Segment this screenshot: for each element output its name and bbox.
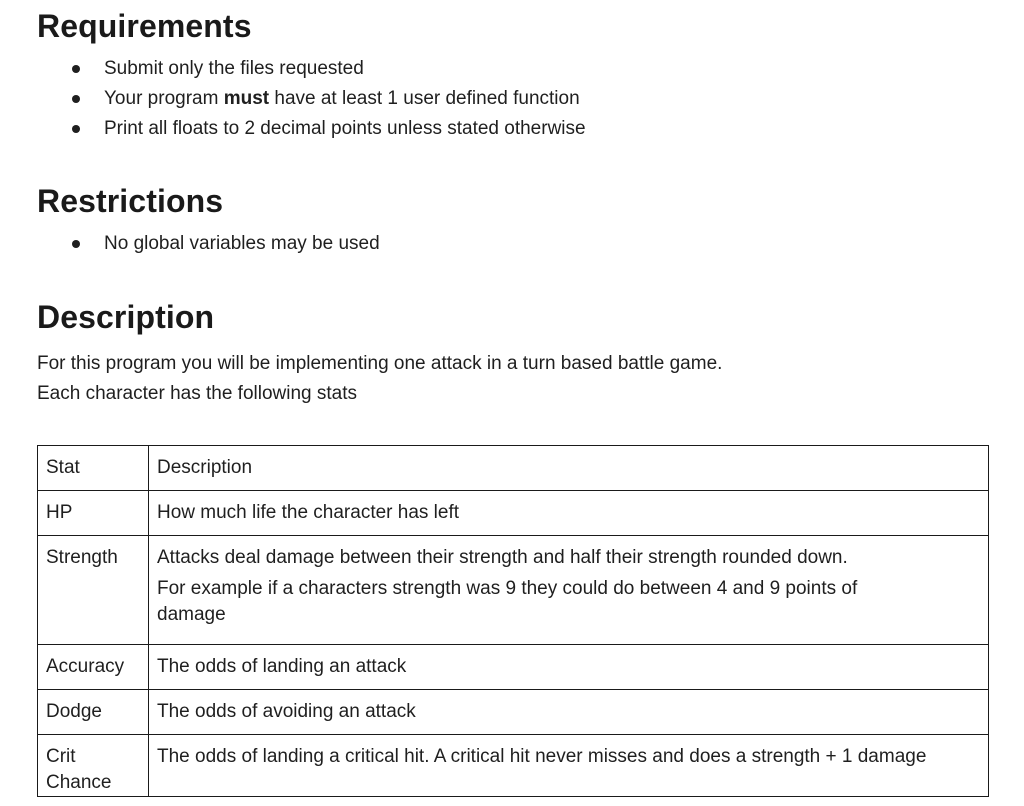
stat-cell: Dodge xyxy=(38,690,149,735)
header-description: Description xyxy=(149,446,989,491)
list-item xyxy=(0,54,586,84)
header-stat: Stat xyxy=(38,446,149,491)
list-item xyxy=(0,114,586,144)
requirements-list xyxy=(0,54,586,144)
requirements-heading: Requirements xyxy=(37,8,252,44)
stats-table xyxy=(37,445,989,797)
description-line-1: Attacks deal damage between their strength and half their strength rounded down. xyxy=(157,547,848,568)
stat-cell: Accuracy xyxy=(38,645,149,690)
stat-cell: Crit Chance xyxy=(38,735,149,797)
requirement-2-before: Your program xyxy=(104,88,224,109)
description-line-3: damage xyxy=(157,604,226,625)
description-cell: The odds of avoiding an attack xyxy=(149,690,989,735)
description-paragraph-2: Each character has the following stats xyxy=(37,383,358,404)
description-heading: Description xyxy=(37,299,215,335)
requirement-3-text: Print all floats to 2 decimal points unless stated otherwise xyxy=(104,118,586,139)
restrictions-list xyxy=(0,229,380,259)
table-row xyxy=(38,645,989,690)
requirement-2-after: have at least 1 user defined function xyxy=(269,88,580,109)
restrictions-heading: Restrictions xyxy=(37,183,224,219)
list-item xyxy=(0,229,380,259)
restriction-1-text: No global variables may be used xyxy=(104,233,380,254)
description-paragraph-1: For this program you will be implementing one attack in a turn based battle game. xyxy=(37,353,723,374)
table-row xyxy=(38,491,989,536)
stat-cell: HP xyxy=(38,491,149,536)
table-row xyxy=(38,690,989,735)
table-header-row xyxy=(38,446,989,491)
description-cell: The odds of landing an attack xyxy=(149,645,989,690)
table-row xyxy=(38,536,989,645)
stat-cell: Strength xyxy=(38,536,149,645)
requirement-1-text: Submit only the files requested xyxy=(104,58,364,79)
list-item xyxy=(0,84,586,114)
table-row xyxy=(38,735,989,797)
description-cell: How much life the character has left xyxy=(149,491,989,536)
description-line-2: For example if a characters strength was 9 they could do between 4 and 9 points of xyxy=(157,578,858,599)
description-cell: The odds of landing a critical hit. A critical hit never misses and does a strength + 1 damage xyxy=(149,735,989,797)
description-cell xyxy=(149,536,989,645)
requirement-2-bold: must xyxy=(223,88,270,109)
